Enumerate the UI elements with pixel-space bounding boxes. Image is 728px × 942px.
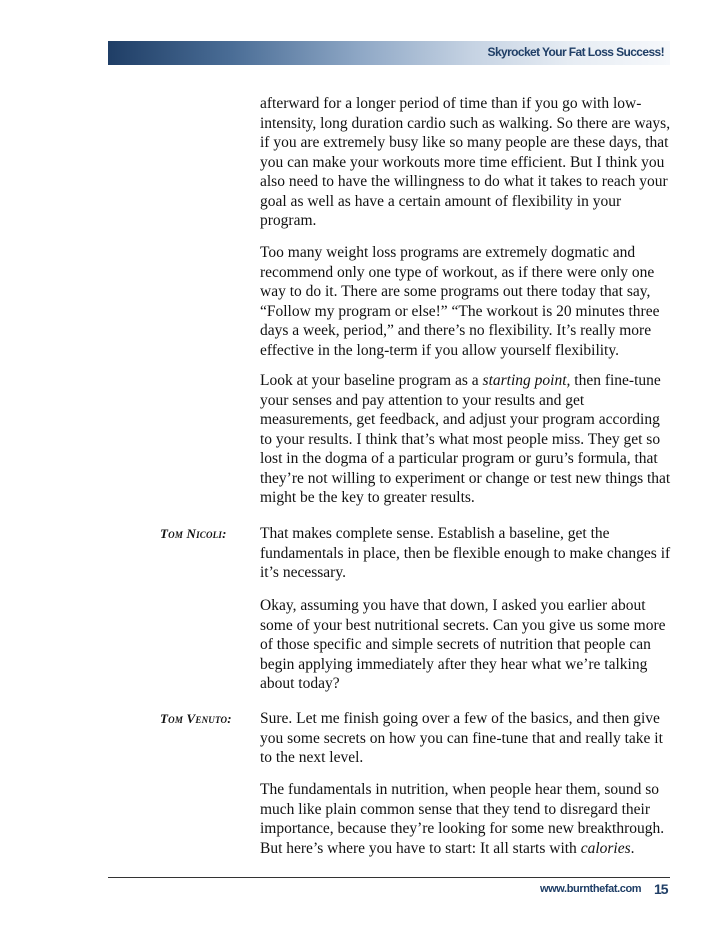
- paragraph: [260, 596, 670, 694]
- text-line: might be the key to greater results.: [260, 489, 475, 506]
- text-segment: But here’s where you have to start: It all starts with: [260, 839, 581, 857]
- text-line: they’re not willing to experiment or change or test new things that: [260, 469, 671, 487]
- text-line: if you are extremely busy like so many people are these days, that: [260, 134, 669, 151]
- text-line: days a week, period,” and there’s no flexibility. It’s really more: [260, 322, 652, 339]
- text-line: your senses and pay attention to your results and get: [260, 391, 585, 409]
- emphasis-text: starting point,: [482, 372, 571, 389]
- paragraph: [260, 243, 670, 360]
- text-line: That makes complete sense. Establish a baseline, get the: [260, 525, 610, 542]
- page-number: 15: [654, 881, 668, 897]
- text-line: Okay, assuming you have that down, I asked you earlier about: [260, 597, 646, 614]
- paragraph: [260, 780, 670, 858]
- text-line: of those specific and simple secrets of nutrition that people can: [260, 636, 651, 653]
- paragraph: [260, 371, 670, 508]
- text-line: The fundamentals in nutrition, when people hear them, sound so: [260, 781, 660, 798]
- emphasis-text: calories: [580, 839, 631, 857]
- text-line: also need to have the willingness to do what it takes to reach your: [260, 173, 668, 190]
- speaker-label: Tom Venuto:: [160, 711, 232, 726]
- text-line: much like plain common sense that they tend to disregard their: [260, 800, 650, 818]
- paragraph: [260, 524, 670, 583]
- text-line: about today?: [260, 675, 340, 692]
- text-line: some of your best nutritional secrets. Can you give us some more: [260, 616, 666, 634]
- text-line: Sure. Let me finish going over a few of the basics, and then give: [260, 710, 660, 727]
- footer-rule: [108, 877, 670, 878]
- text-line: it’s necessary.: [260, 564, 346, 581]
- header-title: Skyrocket Your Fat Loss Success!: [487, 45, 664, 59]
- text-line: measurements, get feedback, and adjust your program according: [260, 411, 660, 428]
- text-line: effective in the long-term if you allow yourself flexibility.: [260, 341, 619, 359]
- text-line: afterward for a longer period of time than if you go with low-: [260, 95, 642, 112]
- text-line: to the next level.: [260, 749, 364, 766]
- text-segment: Look at your baseline program as a: [260, 372, 483, 389]
- paragraph: [260, 94, 670, 231]
- text-line: Too many weight loss programs are extremely dogmatic and: [260, 244, 636, 261]
- text-line: recommend only one type of workout, as if there were only one: [260, 263, 655, 281]
- paragraph: [260, 709, 670, 768]
- text-line: intensity, long duration cardio such as walking. So there are ways,: [260, 114, 671, 132]
- text-line: fundamentals in place, then be flexible enough to make changes if: [260, 544, 671, 562]
- speaker-label: Tom Nicoli:: [160, 526, 227, 541]
- text-line: goal as well as have a certain amount of flexibility in your: [260, 192, 622, 210]
- text-segment: then fine-tune: [570, 372, 661, 389]
- text-line: way to do it. There are some programs out there today that say,: [260, 283, 651, 300]
- text-segment: .: [630, 839, 635, 857]
- text-line: you some secrets on how you can fine-tune that and really take it: [260, 729, 663, 747]
- text-line: begin applying immediately after they hear what we’re talking: [260, 655, 648, 673]
- text-line: [260, 371, 670, 391]
- text-line: you can make your workouts more time efficient. But I think you: [260, 153, 665, 171]
- header-bar: [108, 41, 670, 65]
- footer-url: www.burnthefat.com: [540, 883, 642, 895]
- text-line: to your results. I think that’s what most people miss. They get so: [260, 430, 661, 448]
- text-line: “Follow my program or else!” “The workout is 20 minutes three: [260, 302, 660, 320]
- text-line: [260, 839, 670, 859]
- text-line: program.: [260, 212, 317, 229]
- text-line: importance, because they’re looking for some new breakthrough.: [260, 820, 665, 837]
- text-line: lost in the dogma of a particular program or guru’s formula, that: [260, 450, 658, 467]
